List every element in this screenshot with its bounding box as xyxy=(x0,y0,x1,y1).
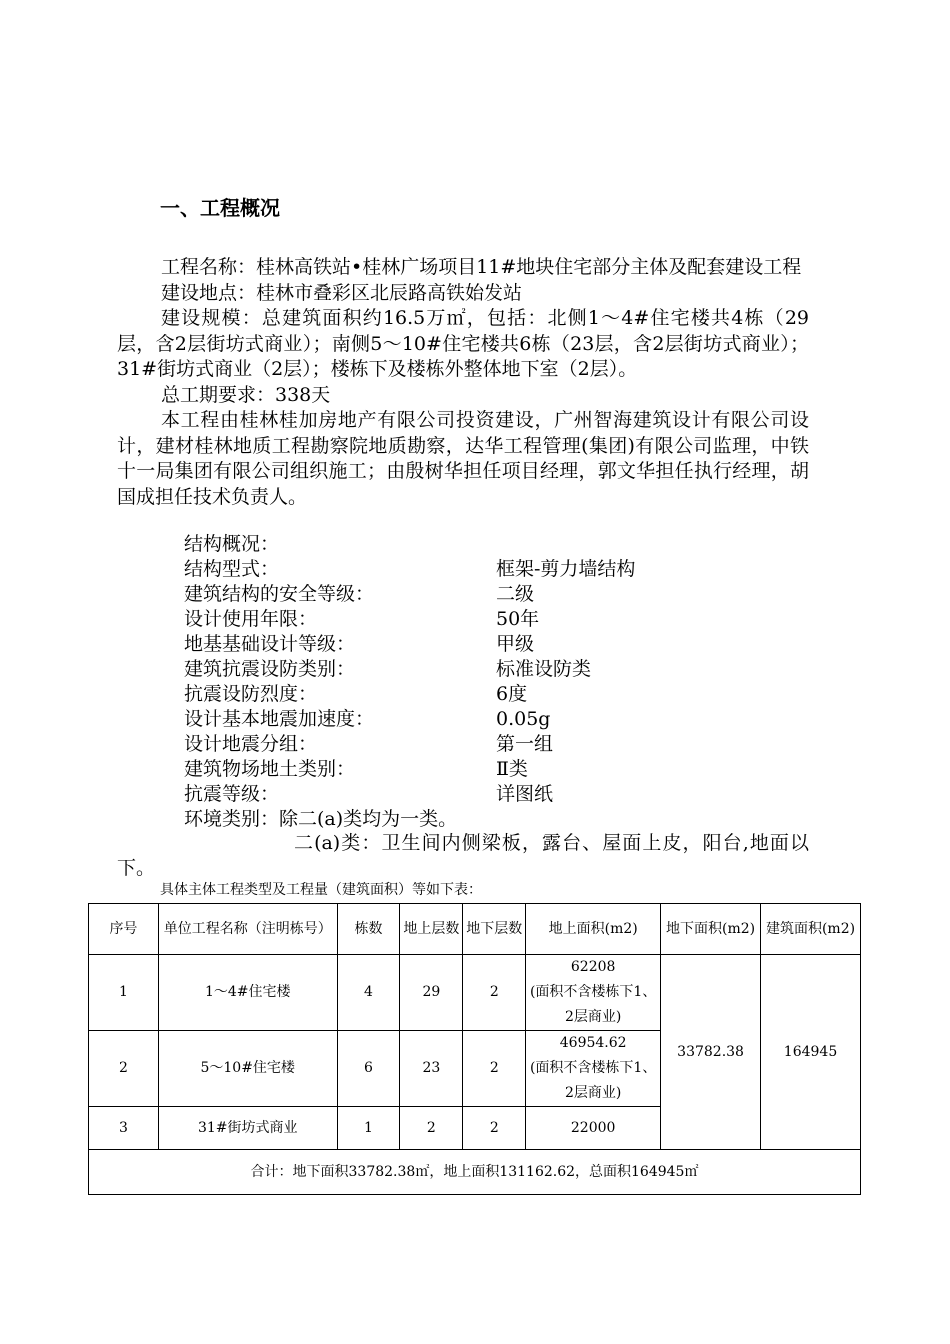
quantity-table xyxy=(88,903,861,1195)
header-count: 栋数 xyxy=(337,904,400,955)
cell-count: 6 xyxy=(337,1031,400,1107)
header-above-area: 地上面积(m2) xyxy=(526,904,661,955)
structure-label: 结构型式： xyxy=(184,558,280,580)
cell-count: 1 xyxy=(337,1107,400,1150)
cell-total-area-merged: 164945 xyxy=(761,955,861,1150)
cell-above-area: 62208 (面积不含楼栋下1、2层商业) xyxy=(526,955,661,1031)
cell-below-floors: 2 xyxy=(463,1107,526,1150)
structure-label: 设计地震分组： xyxy=(184,733,318,755)
project-overview xyxy=(117,255,809,510)
table-row xyxy=(89,955,861,1031)
structure-value: 第一组 xyxy=(496,733,554,755)
environment-class-2a xyxy=(117,831,809,881)
structure-value: 甲级 xyxy=(496,633,535,655)
cell-count: 4 xyxy=(337,955,400,1031)
header-below-floors: 地下层数 xyxy=(463,904,526,955)
table-caption: 具体主体工程类型及工程量（建筑面积）等如下表： xyxy=(160,882,482,898)
project-scale-paragraph: 建设规模：总建筑面积约16.5万㎡，包括：北侧1～4#住宅楼共4栋（29层，含2层街坊式商业）；南侧5～10#住宅楼共6栋（23层，含2层街坊式商业）；31#街坊式商业（2层）；楼栋下及楼栋外整体地下室（2层）。 xyxy=(117,307,809,380)
cell-below-area-merged: 33782.38 xyxy=(661,955,761,1150)
cell-name: 1～4#住宅楼 xyxy=(158,955,337,1031)
structure-label: 设计使用年限： xyxy=(184,608,318,630)
cell-summary: 合计：地下面积33782.38㎡，地上面积131162.62，总面积164945㎡ xyxy=(89,1150,861,1195)
structure-value: 6度 xyxy=(496,683,528,705)
structure-value: 0.05g xyxy=(496,708,551,730)
cell-below-floors: 2 xyxy=(463,1031,526,1107)
section-heading: 一、工程概况 xyxy=(160,196,280,220)
structure-label: 设计基本地震加速度： xyxy=(184,708,375,730)
structure-label: 抗震设防烈度： xyxy=(184,683,318,705)
header-no: 序号 xyxy=(89,904,159,955)
structure-label: 地基基础设计等级： xyxy=(184,633,356,655)
structure-label: 建筑物场地土类别： xyxy=(184,758,356,780)
structure-title: 结构概况： xyxy=(184,533,280,555)
structure-value: 50年 xyxy=(496,608,540,630)
cell-no: 2 xyxy=(89,1031,159,1107)
environment-class-line: 环境类别：除二(a)类均为一类。 xyxy=(184,808,458,830)
cell-above-floors: 23 xyxy=(400,1031,463,1107)
structure-value: Ⅱ类 xyxy=(496,758,528,780)
project-duration-paragraph: 总工期要求：338天 xyxy=(161,383,331,406)
structure-label: 建筑抗震设防类别： xyxy=(184,658,356,680)
header-total-area: 建筑面积(m2) xyxy=(761,904,861,955)
structure-value: 标准设防类 xyxy=(496,658,592,680)
table-header-row xyxy=(89,904,861,955)
cell-above-area: 22000 xyxy=(526,1107,661,1150)
cell-above-area: 46954.62 (面积不含楼栋下1、2层商业) xyxy=(526,1031,661,1107)
structure-value: 详图纸 xyxy=(496,783,554,805)
cell-above-floors: 2 xyxy=(400,1107,463,1150)
cell-no: 3 xyxy=(89,1107,159,1150)
cell-name: 5～10#住宅楼 xyxy=(158,1031,337,1107)
cell-no: 1 xyxy=(89,955,159,1031)
header-below-area: 地下面积(m2) xyxy=(661,904,761,955)
header-name: 单位工程名称（注明栋号） xyxy=(158,904,337,955)
environment-class-2a-text: 二(a)类：卫生间内侧梁板，露台、屋面上皮，阳台,地面以下。 xyxy=(117,832,809,879)
cell-name: 31#街坊式商业 xyxy=(158,1107,337,1150)
structure-value: 二级 xyxy=(496,583,535,605)
project-location-paragraph: 建设地点：桂林市叠彩区北辰路高铁始发站 xyxy=(161,281,523,304)
table-summary-row xyxy=(89,1150,861,1195)
structure-label: 建筑结构的安全等级： xyxy=(184,583,375,605)
cell-above-floors: 29 xyxy=(400,955,463,1031)
header-above-floors: 地上层数 xyxy=(400,904,463,955)
cell-below-floors: 2 xyxy=(463,955,526,1031)
structure-label: 抗震等级： xyxy=(184,783,280,805)
project-parties-paragraph: 本工程由桂林桂加房地产有限公司投资建设，广州智海建筑设计有限公司设计，建材桂林地质工程勘察院地质勘察，达华工程管理(集团)有限公司监理，中铁十一局集团有限公司组织施工；由殷树华担任项目经理，郭文华担任执行经理，胡国成担任技术负责人。 xyxy=(117,409,809,508)
structure-value: 框架-剪力墙结构 xyxy=(496,558,636,580)
project-name-paragraph: 工程名称：桂林高铁站•桂林广场项目11#地块住宅部分主体及配套建设工程 xyxy=(161,256,802,278)
